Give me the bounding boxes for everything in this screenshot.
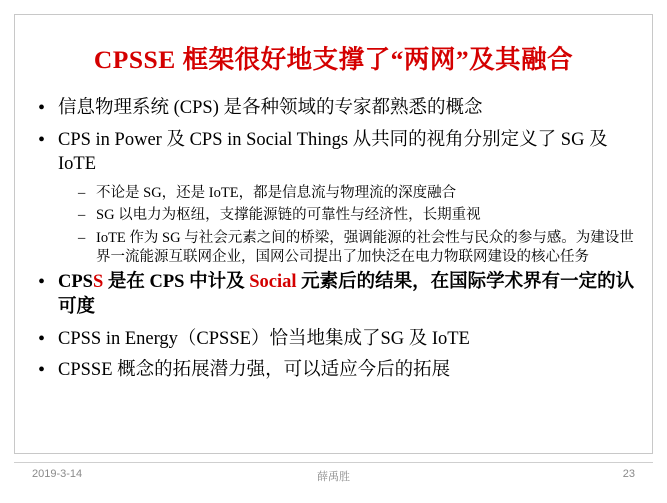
sub-bullet-group [36,184,636,268]
bullet-level1 [36,358,636,383]
bullet-text: 不论是 SG，还是 IoTE，都是信息流与物理流的深度融合 [96,184,457,201]
footer-divider [14,462,653,463]
bullet-level1 [36,128,636,177]
bullet-text: SG 以电力为枢纽，支撑能源链的可靠性与经济性，长期重视 [96,207,481,224]
bullet-text: CPSSE 概念的拓展潜力强，可以适应今后的拓展 [58,360,451,381]
bullet-text-run: 是在 CPS 中计及 [103,272,250,293]
bullet-text: CPSS in Energy（CPSSE）恰当地集成了SG 及 IoTE [58,328,470,349]
bullet-text: CPS in Power 及 CPS in Social Things 从共同的视角分别定义了 SG 及 IoTE [58,129,608,175]
bullet-level1 [36,327,636,352]
bullet-level2 [36,229,636,268]
bullet-level1 [36,270,636,319]
footer-page-number: 23 [622,468,635,480]
footer-date: 2019-3-14 [32,468,83,480]
slide-body [36,96,636,390]
footer-author: 薛禹胜 [317,471,350,483]
slide-footer [0,468,667,490]
bullet-level2 [36,206,636,225]
slide-title: CPSSE 框架很好地支撑了“两网”及其融合 [93,45,574,74]
bullet-level2 [36,184,636,203]
highlight-run: Social [249,272,297,293]
bullet-text-run: CPS [58,272,93,293]
highlight-run: S [92,272,104,293]
bullet-text: IoTE 作为 SG 与社会元素之间的桥梁，强调能源的社会性与民众的参与感。为建设世界一流能源互联网企业，国网公司提出了加快泛在电力物联网建设的核心任务 [96,229,634,266]
bullet-text: 信息物理系统 (CPS) 是各种领域的专家都熟悉的概念 [58,98,483,118]
bullet-text-run: 元素后的结果，在国际学术界有一定的认可度 [58,272,635,318]
bullet-level1 [36,96,636,121]
